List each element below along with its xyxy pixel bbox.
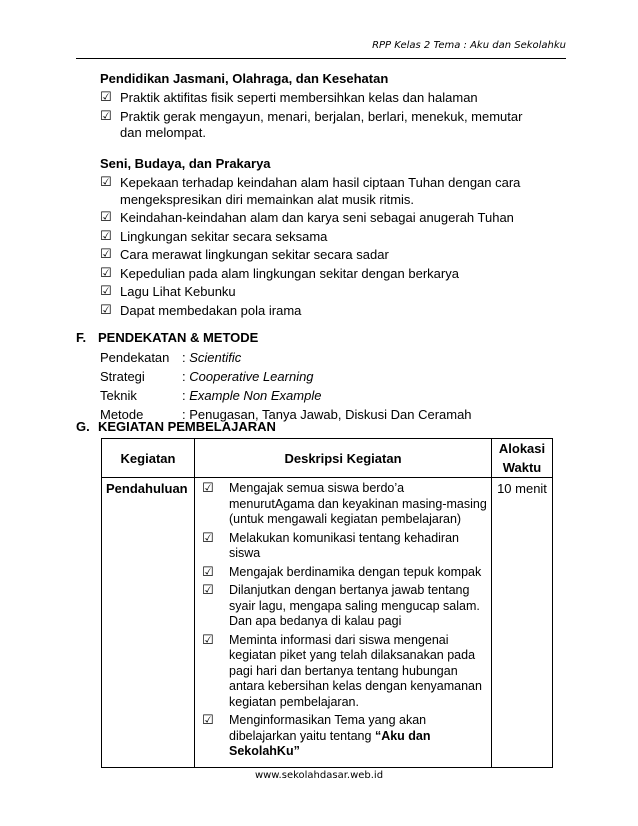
page-footer: www.sekolahdasar.web.id — [254, 770, 384, 781]
checkbox-icon: ☑ — [100, 265, 112, 281]
list-item: ☑ Dapat membedakan pola irama — [100, 302, 302, 318]
checkbox-icon: ☑ — [100, 284, 112, 299]
list-item: ☑ Keindahan-keindahan alam dan karya seni sebagai anugerah Tuhan — [100, 210, 514, 225]
method-row: Teknik : Example Non Example — [100, 388, 322, 403]
checkbox-icon: ☑ — [100, 108, 112, 124]
method-row: Pendekatan : Scientific — [100, 350, 242, 365]
method-list — [100, 348, 540, 424]
method-row: Metode : Penugasan, Tanya Jawab, Diskusi Dan Ceramah — [100, 407, 472, 422]
list-item: ☑ Lingkungan sekitar secara seksama — [100, 228, 328, 244]
table-header-row — [102, 439, 553, 478]
checkbox-icon: ☑ — [202, 713, 214, 728]
cell-deskripsi — [195, 478, 492, 768]
list-item: ☑ Kepedulian pada alam lingkungan sekitar dengan berkarya — [100, 265, 459, 281]
checkbox-icon: ☑ — [100, 90, 112, 105]
list-item: ☑ Kepekaan terhadap keindahan alam hasil ciptaan Tuhan dengan cara mengekspresikan diri memainkan alat musik ritmis. — [100, 175, 521, 207]
method-row: Strategi : Cooperative Learning — [100, 369, 314, 384]
list-item: ☑ Mengajak semua siswa berdo’a menurutAgama dan keyakinan masing-masing (untuk mengawali kegiatan pembelajaran) — [202, 481, 487, 526]
kegiatan-table — [101, 438, 553, 768]
checkbox-icon: ☑ — [202, 564, 214, 580]
header-alokasi: Alokasi Waktu — [492, 439, 553, 478]
list-item: ☑ Mengajak berdinamika dengan tepuk kompak — [202, 564, 482, 580]
header-kegiatan: Kegiatan — [102, 439, 195, 478]
checkbox-icon: ☑ — [202, 632, 214, 648]
sbdp-title: Seni, Budaya, dan Prakarya — [100, 156, 271, 171]
list-item: ☑ Menginformasikan Tema yang akan dibelajarkan yaitu tentang “Aku dan SekolahKu” — [202, 713, 431, 758]
header-rule — [76, 58, 566, 59]
table-row — [102, 478, 553, 768]
list-item: ☑ Meminta informasi dari siswa mengenai kegiatan piket yang telah dilaksanakan pada pagi hari dan bertanya tentang hubungan antara kebersihan kelas dengan kenyamanan kegiatan pembelajaran. — [202, 632, 482, 709]
checkbox-icon: ☑ — [202, 530, 214, 546]
pjok-title: Pendidikan Jasmani, Olahraga, dan Kesehatan — [100, 71, 389, 86]
pjok-section — [100, 70, 540, 144]
list-item: ☑ Melakukan komunikasi tentang kehadiran siswa — [202, 530, 459, 560]
sbdp-section — [100, 155, 540, 321]
list-item: ☑ Cara merawat lingkungan sekitar secara sadar — [100, 247, 389, 262]
checkbox-icon: ☑ — [100, 247, 112, 262]
checkbox-icon: ☑ — [100, 210, 112, 225]
checkbox-icon: ☑ — [100, 228, 112, 244]
checkbox-icon: ☑ — [100, 175, 112, 190]
header-deskripsi: Deskripsi Kegiatan — [195, 439, 492, 478]
list-item: ☑ Praktik gerak mengayun, menari, berjalan, berlari, menekuk, memutar dan melompat. — [100, 108, 523, 140]
list-item: ☑ Dilanjutkan dengan bertanya jawab tentang syair lagu, mengapa saling mengucap salam. Dan apa bedanya di kalau pagi — [202, 583, 480, 628]
cell-kegiatan: Pendahuluan — [102, 478, 195, 768]
cell-waktu: 10 menit — [492, 478, 553, 768]
checkbox-icon: ☑ — [100, 302, 112, 318]
checkbox-icon: ☑ — [202, 583, 214, 598]
list-item: ☑ Praktik aktifitas fisik seperti membersihkan kelas dan halaman — [100, 90, 478, 105]
page-header: RPP Kelas 2 Tema : Aku dan Sekolahku — [372, 40, 566, 51]
checkbox-icon: ☑ — [202, 481, 214, 496]
list-item: ☑ Lagu Lihat Kebunku — [100, 284, 236, 299]
